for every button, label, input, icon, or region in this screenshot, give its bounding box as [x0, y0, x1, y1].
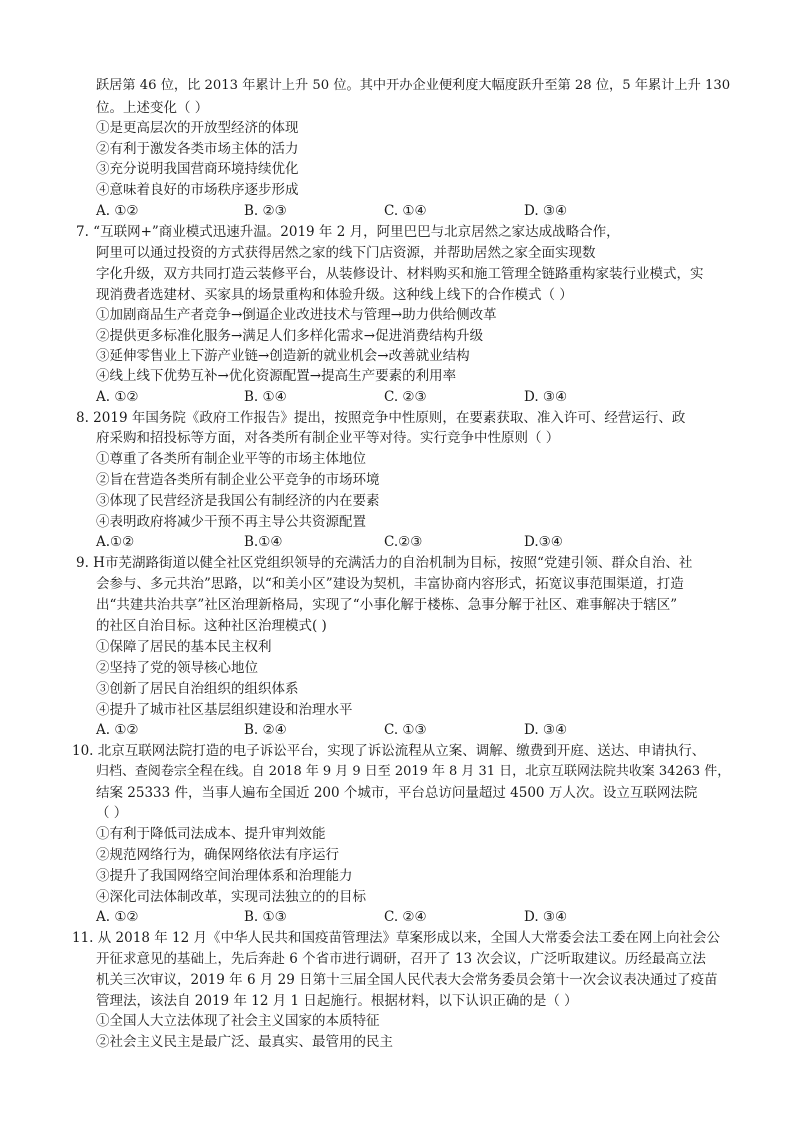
q9-stem-line-4: 的社区自治目标。这种社区治理模式( ) — [96, 618, 327, 634]
q9-item-4: ④提升了城市社区基层组织建设和治理水平 — [96, 702, 353, 718]
q6-item-1: ①是更高层次的开放型经济的体现 — [96, 120, 299, 136]
q9-item-1: ①保障了居民的基本民主权利 — [96, 639, 272, 655]
q10-item-4: ④深化司法体制改革，实现司法独立的的目标 — [96, 889, 366, 905]
q10-stem-line-3: 结案 25333 件，当事人遍布全国近 200 个城市，平台总访问量超过 4500 万人次。设立互联网法院 — [96, 785, 698, 801]
q11-stem-line-2: 开征求意见的基础上，先后奔赴 6 个省市进行调研，召开了 13 次会议，广泛听取建议。历经最高立法 — [96, 951, 706, 967]
q10-option-c: C. ②④ — [384, 909, 427, 925]
q6-option-b: B. ②③ — [244, 203, 287, 219]
q7-item-2: ②提供更多标准化服务→满足人们多样化需求→促进消费结构升级 — [96, 328, 484, 344]
q9-option-b: B. ②④ — [244, 722, 287, 738]
q10-item-3: ③提升了我国网络空间治理体系和治理能力 — [96, 868, 353, 884]
q6-option-d: D. ③④ — [524, 203, 568, 219]
q9-stem-line-3: 出“共建共治共享”社区治理新格局，实现了“小事化解于楼栋、急事分解于社区、难事解决于辖区” — [96, 597, 678, 613]
q8-item-1: ①尊重了各类所有制企业平等的市场主体地位 — [96, 451, 366, 467]
q9-stem-line-1: 9. H市芜湖路街道以健全社区党组织领导的充满活力的自治机制为目标，按照“党建引领、群众自治、社 — [76, 555, 693, 571]
q8-stem-line-1: 8. 2019 年国务院《政府工作报告》提出，按照竞争中性原则，在要素获取、准入许可、经营运行、政 — [76, 410, 686, 426]
q10-option-d: D. ③④ — [524, 909, 568, 925]
q7-stem-line-3: 字化升级，双方共同打造云装修平台，从装修设计、材料购买和施工管理全链路重构家装行业模式，实 — [96, 266, 704, 282]
q6-item-3: ③充分说明我国营商环境持续优化 — [96, 161, 299, 177]
q7-stem-line-4: 现消费者选建材、买家具的场景重构和体验升级。这种线上线下的合作模式（ ） — [96, 287, 573, 303]
q8-item-4: ④表明政府将减少干预不再主导公共资源配置 — [96, 514, 366, 530]
q7-stem-line-2: 阿里可以通过投资的方式获得居然之家的线下门店资源，并帮助居然之家全面实现数 — [96, 245, 596, 261]
q6-stem-line-2: 位。上述变化（ ） — [96, 100, 209, 116]
q10-option-b: B. ①③ — [244, 909, 287, 925]
q8-option-a: A.①② — [96, 534, 135, 550]
q7-option-b: B. ①④ — [244, 389, 287, 405]
q7-option-a: A. ①② — [96, 389, 139, 405]
q9-option-d: D. ③④ — [524, 722, 568, 738]
q10-stem-line-1: 10. 北京互联网法院打造的电子诉讼平台，实现了诉讼流程从立案、调解、缴费到开庭、送达、申请执行、 — [72, 743, 706, 759]
q9-item-2: ②坚持了党的领导核心地位 — [96, 660, 258, 676]
q7-option-d: D. ③④ — [524, 389, 568, 405]
q8-option-c: C.②③ — [384, 534, 423, 550]
q8-option-d: D.③④ — [524, 534, 563, 550]
q10-stem-line-2: 归档、查阅卷宗全程在线。自 2018 年 9 月 9 日至 2019 年 8 月 31 日，北京互联网法院共收案 34263 件， — [96, 764, 731, 779]
q11-item-2: ②社会主义民主是最广泛、最真实、最管用的民主 — [96, 1034, 393, 1050]
q7-item-4: ④线上线下优势互补→优化资源配置→提高生产要素的利用率 — [96, 368, 457, 384]
q6-option-c: C. ①④ — [384, 203, 427, 219]
q10-item-2: ②规范网络行为，确保网络依法有序运行 — [96, 847, 339, 863]
q9-option-c: C. ①③ — [384, 722, 427, 738]
q10-stem-line-4: （ ） — [96, 805, 128, 821]
q8-item-3: ③体现了民营经济是我国公有制经济的内在要素 — [96, 493, 380, 509]
q8-item-2: ②旨在营造各类所有制企业公平竞争的市场环境 — [96, 472, 380, 488]
q7-stem-line-1: 7. “互联网+”商业模式迅速升温。2019 年 2 月，阿里巴巴与北京居然之家达成战略合作， — [76, 224, 620, 240]
q6-item-4: ④意味着良好的市场秩序逐步形成 — [96, 182, 299, 198]
q10-option-a: A. ①② — [96, 909, 139, 925]
q8-stem-line-2: 府采购和招投标等方面，对各类所有制企业平等对待。实行竞争中性原则（ ） — [96, 430, 560, 446]
q11-stem-line-3: 机关三次审议，2019 年 6 月 29 日第十三届全国人民代表大会常务委员会第十一次会议表决通过了疫苗 — [96, 972, 718, 988]
q6-item-2: ②有利于激发各类市场主体的活力 — [96, 141, 299, 157]
q6-option-a: A. ①② — [96, 203, 139, 219]
q8-option-b: B.①④ — [244, 534, 283, 550]
q9-item-3: ③创新了居民自治组织的组织体系 — [96, 681, 299, 697]
q7-item-3: ③延伸零售业上下游产业链→创造新的就业机会→改善就业结构 — [96, 348, 470, 364]
q11-stem-line-4: 管理法，该法自 2019 年 12 月 1 日起施行。根据材料，以下认识正确的是（ ） — [96, 993, 578, 1009]
q7-option-c: C. ②③ — [384, 389, 427, 405]
q6-stem-line-1: 跃居第 46 位，比 2013 年累计上升 50 位。其中开办企业便利度大幅度跃升至第 28 位，5 年累计上升 130 — [96, 78, 731, 93]
q9-stem-line-2: 会参与、多元共治”思路，以“和美小区”建设为契机，丰富协商内容形式，拓宽议事范围渠道，打造 — [96, 576, 684, 592]
q10-item-1: ①有利于降低司法成本、提升审判效能 — [96, 826, 326, 842]
q9-option-a: A. ①② — [96, 722, 139, 738]
q11-stem-line-1: 11. 从 2018 年 12 月《中华人民共和国疫苗管理法》草案形成以来，全国人大常委会法工委在网上向社会公 — [72, 930, 720, 946]
q7-item-1: ①加剧商品生产者竞争→倒逼企业改进技术与管理→助力供给侧改革 — [96, 307, 497, 323]
q11-item-1: ①全国人大立法体现了社会主义国家的本质特征 — [96, 1013, 380, 1029]
